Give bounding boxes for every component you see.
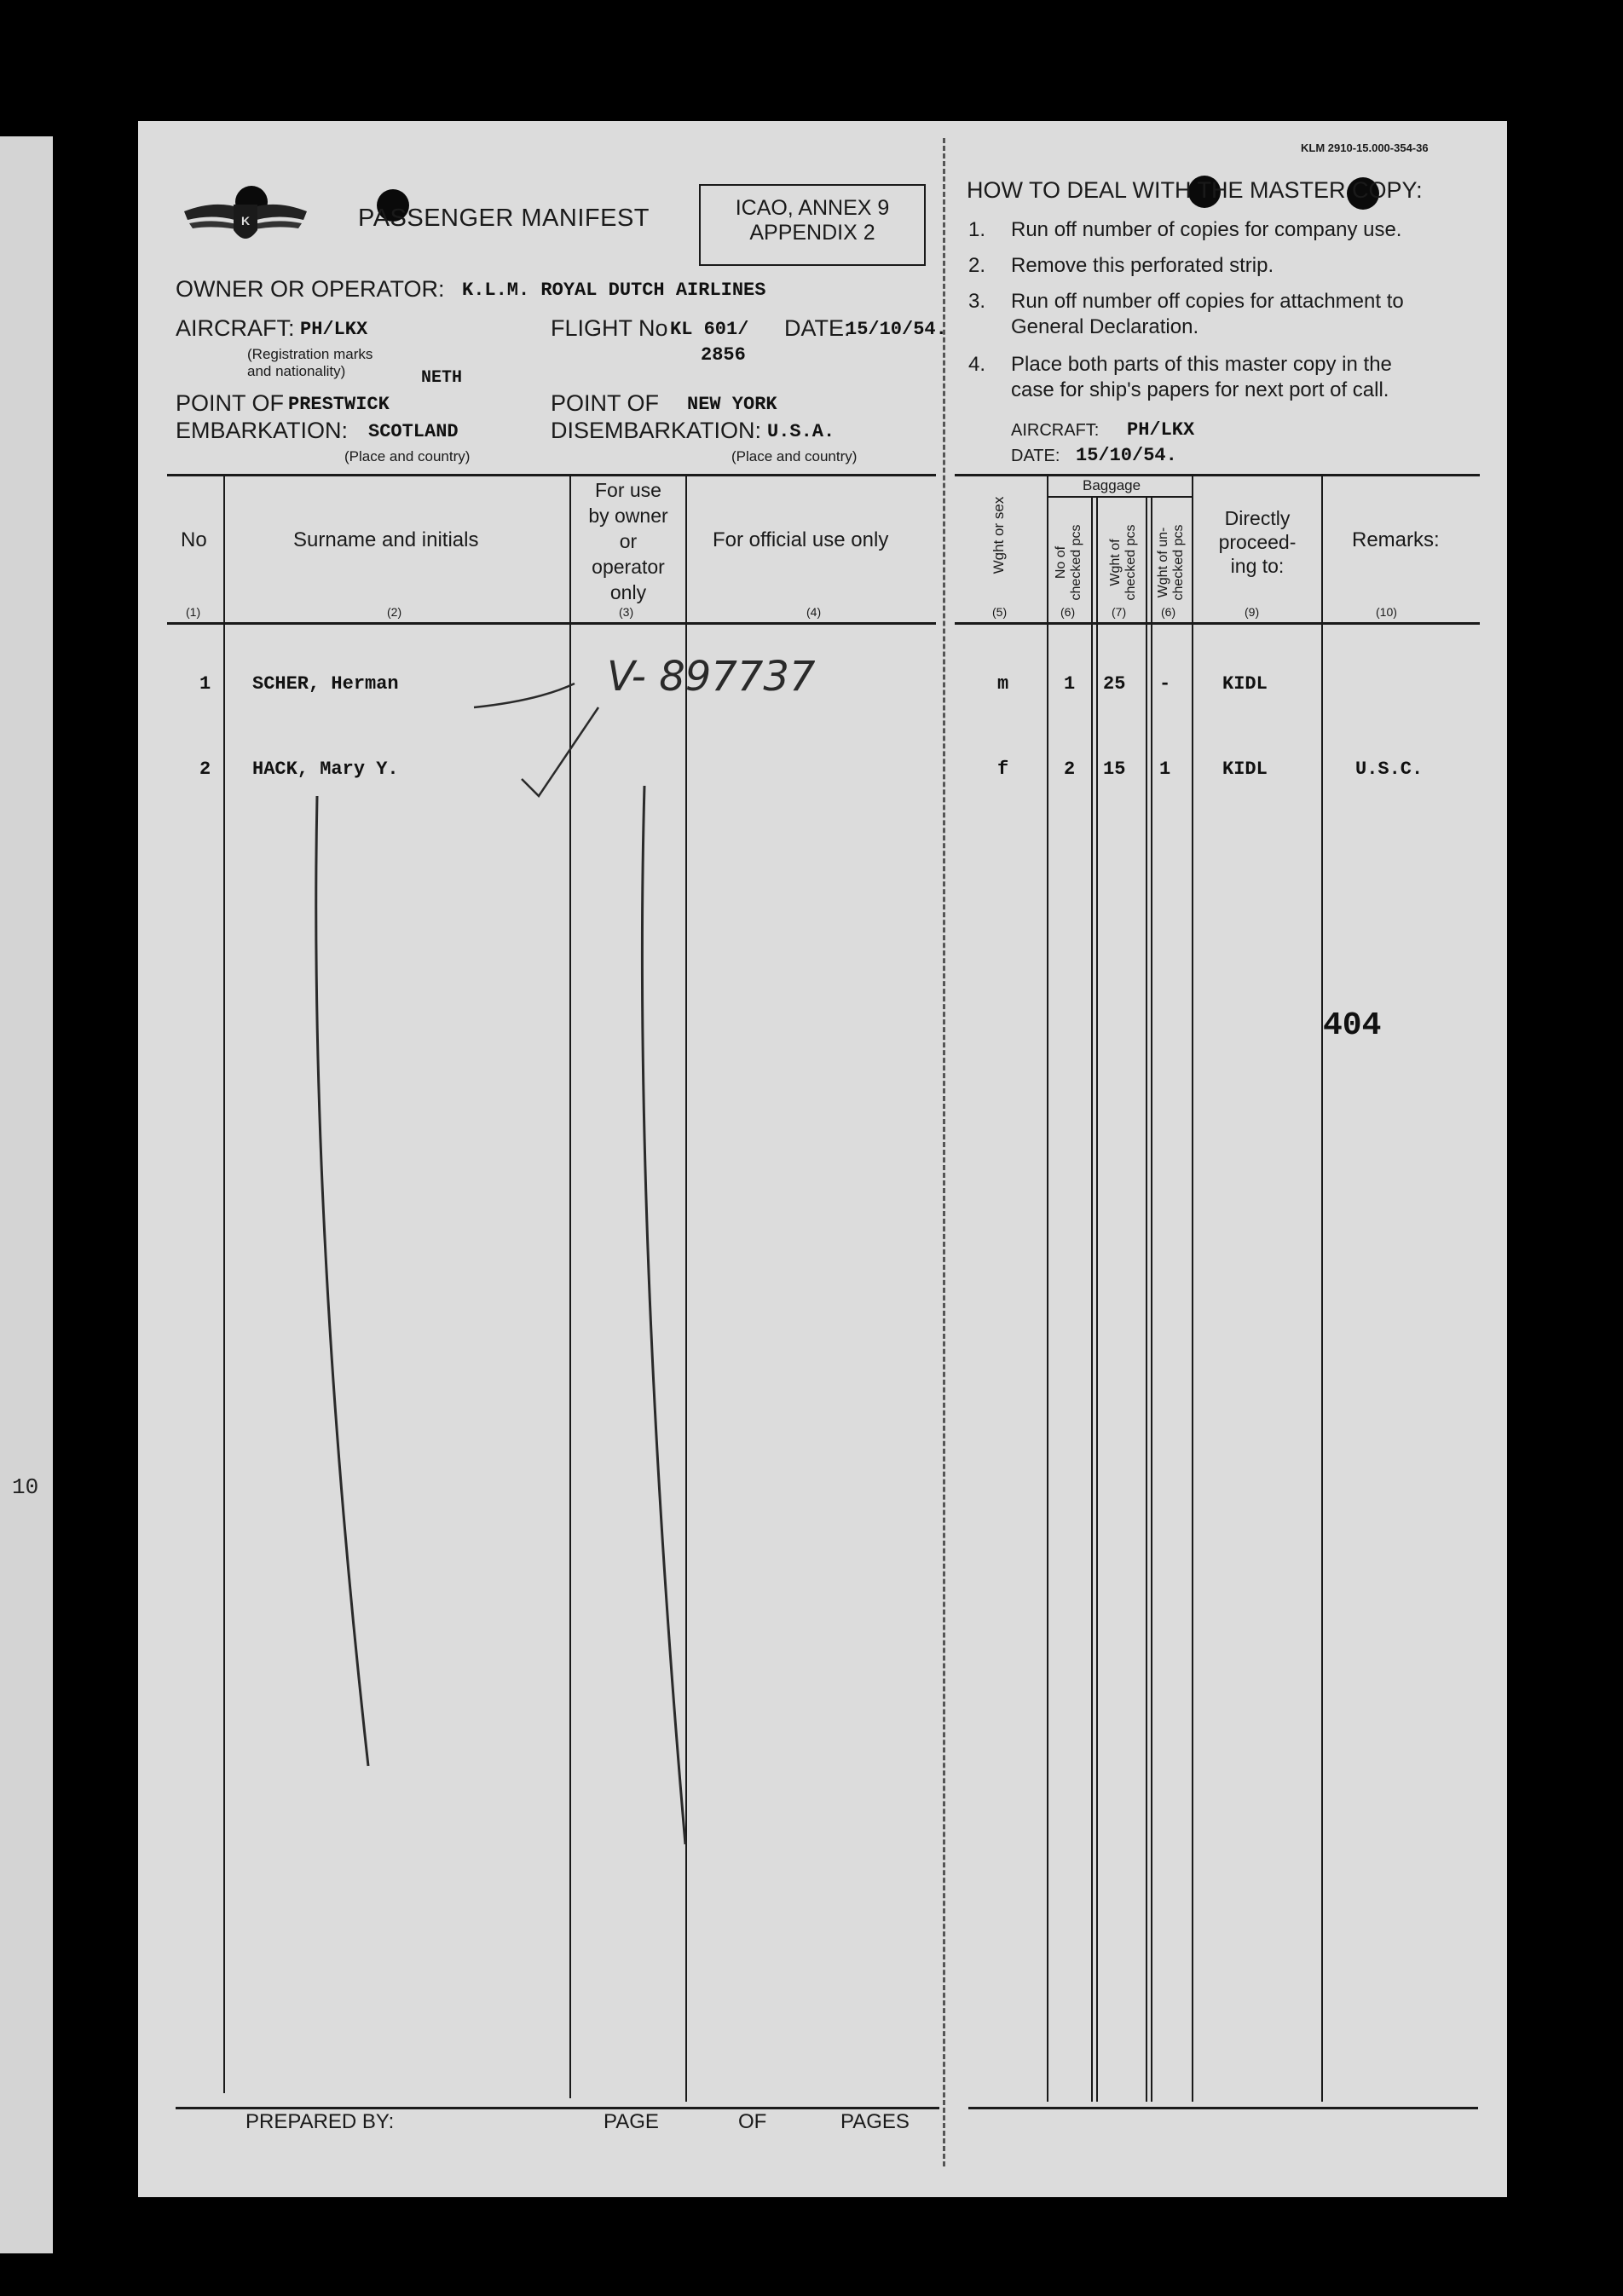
icao-line-1: ICAO, ANNEX 9: [735, 196, 890, 220]
edge-number: 10: [12, 1474, 39, 1500]
disembarkation-label-1: POINT OF: [551, 390, 660, 416]
col-header-official: For official use only: [713, 528, 889, 551]
row-2-weight-checked: 15: [1103, 759, 1126, 780]
footer-page: PAGE: [604, 2110, 659, 2133]
flight-label: FLIGHT No: [551, 315, 668, 341]
strip-date-value: 15/10/54.: [1076, 445, 1177, 466]
row-2-no: 2: [199, 759, 211, 780]
col-number: (9): [1245, 605, 1260, 619]
weight-checked-line: checked pcs: [1123, 524, 1138, 601]
instruction-4-text-2: case for ship's papers for next port of call.: [1011, 378, 1389, 401]
footer-pages: PAGES: [840, 2110, 910, 2133]
directly-line: Directly: [1224, 507, 1291, 529]
owner-use-line: For use: [595, 479, 661, 501]
instruction-3-text-2: General Declaration.: [1011, 315, 1199, 338]
row-1-destination: KIDL: [1222, 673, 1268, 695]
embarkation-label-1: POINT OF: [176, 390, 285, 416]
row-2-remarks: U.S.C.: [1355, 759, 1424, 780]
row-2-destination: KIDL: [1222, 759, 1268, 780]
row-1-weight-checked: 25: [1103, 673, 1126, 695]
icao-line-2: APPENDIX 2: [749, 221, 875, 245]
col-number: (5): [992, 605, 1008, 619]
row-1-checked-pcs: 1: [1064, 673, 1076, 695]
embarkation-label-2: EMBARKATION:: [176, 418, 349, 443]
owner-label: OWNER OR OPERATOR:: [176, 276, 445, 302]
row-1-name: SCHER, Herman: [252, 673, 399, 695]
col-number: (6): [1161, 605, 1176, 619]
col-header-weight-sex: Wght or sex: [991, 496, 1007, 574]
disembarkation-place: NEW YORK: [687, 394, 777, 415]
row-1-no: 1: [199, 673, 211, 695]
aircraft-note-1: (Registration marks: [247, 346, 373, 362]
svg-text:K: K: [240, 214, 251, 228]
embarkation-place: PRESTWICK: [288, 394, 390, 415]
checked-pcs-line: No of: [1054, 545, 1068, 580]
owner-use-line: only: [609, 581, 647, 603]
form-code: KLM 2910-15.000-354-36: [1301, 141, 1429, 154]
strip-aircraft-label: AIRCRAFT:: [1011, 421, 1100, 440]
instruction-1-text: Run off number of copies for company use.: [1011, 218, 1402, 241]
col-header-no: No: [181, 528, 207, 551]
disembarkation-label-2: DISEMBARKATION:: [551, 418, 762, 443]
manifest-title: PASSENGER MANIFEST: [358, 205, 650, 232]
checked-pcs-line: checked pcs: [1069, 524, 1083, 601]
row-2-name: HACK, Mary Y.: [252, 759, 399, 780]
stamp-number: 404: [1323, 1007, 1382, 1044]
instruction-1-num: 1.: [968, 218, 986, 241]
adjacent-page-strip: [0, 136, 53, 2253]
disembarkation-note: (Place and country): [731, 448, 858, 464]
owner-use-line: or: [619, 530, 638, 552]
row-1-owner-use: V- 897737: [607, 653, 816, 701]
instruction-3-num: 3.: [968, 290, 986, 313]
weight-unchecked-line: checked pcs: [1171, 524, 1186, 601]
footer-prepared-by: PREPARED BY:: [245, 2110, 395, 2133]
disembarkation-country: U.S.A.: [767, 421, 835, 442]
pen-strokes: [138, 121, 1507, 2197]
instruction-2-num: 2.: [968, 254, 986, 277]
weight-checked-line: Wght of: [1108, 539, 1123, 586]
directly-line: ing to:: [1230, 555, 1285, 577]
embarkation-note: (Place and country): [344, 448, 471, 464]
manifest-sheet: [138, 121, 1507, 2197]
embarkation-country: SCOTLAND: [368, 421, 459, 442]
instruction-3-text: Run off number off copies for attachment to: [1011, 290, 1404, 313]
aircraft-label: AIRCRAFT:: [176, 315, 295, 341]
col-header-baggage: Baggage: [1083, 477, 1141, 493]
instructions-title: HOW TO DEAL WITH THE MASTER COPY:: [967, 177, 1423, 203]
instruction-4-text: Place both parts of this master copy in the: [1011, 353, 1392, 376]
owner-use-line: operator: [592, 556, 665, 578]
col-number: (6): [1060, 605, 1076, 619]
aircraft-note-2: and nationality): [247, 363, 346, 379]
col-header-remarks: Remarks:: [1352, 528, 1440, 551]
flight-date-label: DATE:: [784, 315, 851, 341]
strip-date-label: DATE:: [1011, 447, 1060, 465]
flight-number: KL 601/: [670, 319, 749, 340]
flight-number-2: 2856: [701, 344, 746, 366]
col-number: (4): [806, 605, 822, 619]
aircraft-nationality: NETH: [421, 368, 463, 388]
col-number: (3): [619, 605, 634, 619]
footer-of: OF: [738, 2110, 767, 2133]
instruction-4-num: 4.: [968, 353, 986, 376]
col-number: (10): [1376, 605, 1397, 619]
weight-unchecked-line: Wght of un-: [1156, 527, 1170, 598]
col-number: (2): [387, 605, 402, 619]
flight-date: 15/10/54.: [846, 319, 947, 340]
directly-line: proceed-: [1218, 531, 1297, 553]
strip-aircraft-value: PH/LKX: [1127, 419, 1195, 441]
row-2-checked-pcs: 2: [1064, 759, 1076, 780]
owner-value: K.L.M. ROYAL DUTCH AIRLINES: [462, 280, 766, 301]
col-header-surname: Surname and initials: [293, 528, 479, 551]
col-number: (7): [1112, 605, 1127, 619]
instruction-2-text: Remove this perforated strip.: [1011, 254, 1274, 277]
aircraft-value: PH/LKX: [300, 319, 368, 340]
owner-use-line: by owner: [588, 505, 668, 527]
row-2-sex: f: [997, 759, 1009, 780]
row-2-weight-unchecked: 1: [1159, 759, 1171, 780]
row-1-sex: m: [997, 673, 1009, 695]
row-1-weight-unchecked: -: [1159, 673, 1171, 695]
col-number: (1): [186, 605, 201, 619]
